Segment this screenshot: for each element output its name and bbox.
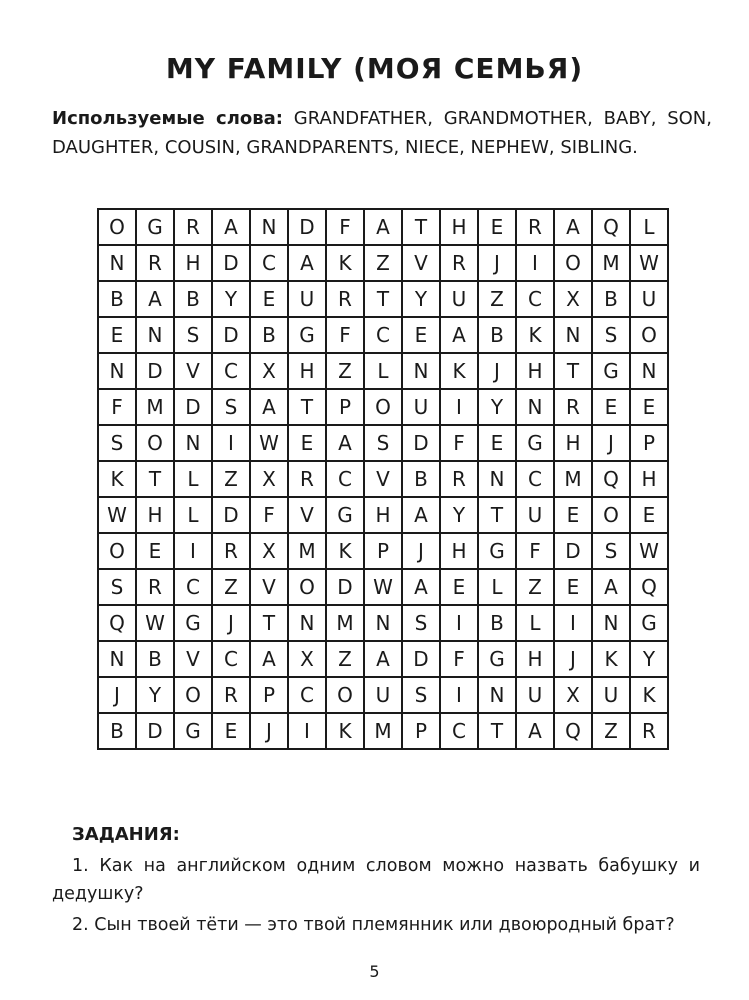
grid-row xyxy=(98,209,668,245)
grid-cell[interactable]: O xyxy=(98,209,136,245)
grid-cell[interactable]: O xyxy=(630,317,668,353)
grid-cell[interactable]: K xyxy=(592,641,630,677)
grid-cell[interactable]: V xyxy=(364,461,402,497)
grid-cell[interactable]: E xyxy=(478,209,516,245)
grid-cell[interactable]: C xyxy=(326,461,364,497)
grid-cell[interactable]: V xyxy=(402,245,440,281)
grid-cell[interactable]: G xyxy=(174,605,212,641)
grid-cell[interactable]: A xyxy=(250,389,288,425)
word-list xyxy=(52,104,712,162)
grid-cell[interactable]: S xyxy=(402,605,440,641)
grid-row xyxy=(98,497,668,533)
grid-cell[interactable]: K xyxy=(98,461,136,497)
grid-cell[interactable]: R xyxy=(136,569,174,605)
grid-cell[interactable]: X xyxy=(250,533,288,569)
grid-cell[interactable]: J xyxy=(478,245,516,281)
grid-cell[interactable]: H xyxy=(554,425,592,461)
word-list-label: Используемые слова: xyxy=(52,108,283,129)
grid-cell[interactable]: E xyxy=(98,317,136,353)
grid-cell[interactable]: H xyxy=(440,209,478,245)
grid-row xyxy=(98,317,668,353)
grid-cell[interactable]: N xyxy=(250,209,288,245)
grid-cell[interactable]: A xyxy=(364,209,402,245)
grid-cell[interactable]: W xyxy=(364,569,402,605)
grid-cell[interactable]: D xyxy=(402,425,440,461)
page-number: 5 xyxy=(369,962,380,981)
grid-cell[interactable]: P xyxy=(250,677,288,713)
grid-cell[interactable]: R xyxy=(136,245,174,281)
grid-cell[interactable]: Q xyxy=(592,209,630,245)
grid-cell[interactable]: N xyxy=(554,317,592,353)
grid-cell[interactable]: E xyxy=(250,281,288,317)
grid-row xyxy=(98,641,668,677)
grid-cell[interactable]: O xyxy=(592,497,630,533)
grid-cell[interactable]: N xyxy=(478,461,516,497)
grid-cell[interactable]: R xyxy=(440,245,478,281)
grid-cell[interactable]: S xyxy=(592,317,630,353)
grid-cell[interactable]: R xyxy=(440,461,478,497)
grid-cell[interactable]: F xyxy=(326,317,364,353)
grid-cell[interactable]: I xyxy=(516,245,554,281)
grid-cell[interactable]: H xyxy=(630,461,668,497)
grid-cell[interactable]: K xyxy=(516,317,554,353)
grid-cell[interactable]: M xyxy=(554,461,592,497)
grid-cell[interactable]: O xyxy=(554,245,592,281)
grid-cell[interactable]: E xyxy=(478,425,516,461)
grid-cell[interactable]: N xyxy=(592,605,630,641)
grid-cell[interactable]: R xyxy=(174,209,212,245)
grid-cell[interactable]: Q xyxy=(98,605,136,641)
grid-cell[interactable]: J xyxy=(212,605,250,641)
grid-cell[interactable]: B xyxy=(98,281,136,317)
grid-cell[interactable]: J xyxy=(554,641,592,677)
grid-cell[interactable]: C xyxy=(288,677,326,713)
grid-cell[interactable]: U xyxy=(516,677,554,713)
grid-cell[interactable]: C xyxy=(212,353,250,389)
grid-cell[interactable]: A xyxy=(136,281,174,317)
grid-cell[interactable]: O xyxy=(98,533,136,569)
grid-cell[interactable]: D xyxy=(136,713,174,749)
grid-cell[interactable]: G xyxy=(630,605,668,641)
grid-cell[interactable]: Q xyxy=(554,713,592,749)
grid-cell[interactable]: H xyxy=(136,497,174,533)
grid-cell[interactable]: Y xyxy=(478,389,516,425)
grid-cell[interactable]: O xyxy=(288,569,326,605)
grid-cell[interactable]: R xyxy=(554,389,592,425)
grid-cell[interactable]: L xyxy=(174,461,212,497)
grid-cell[interactable]: D xyxy=(554,533,592,569)
grid-cell[interactable]: F xyxy=(440,641,478,677)
grid-row xyxy=(98,353,668,389)
grid-cell[interactable]: F xyxy=(98,389,136,425)
grid-cell[interactable]: B xyxy=(402,461,440,497)
grid-cell[interactable]: A xyxy=(592,569,630,605)
grid-cell[interactable]: J xyxy=(592,425,630,461)
grid-cell[interactable]: I xyxy=(440,677,478,713)
grid-cell[interactable]: C xyxy=(440,713,478,749)
grid-cell[interactable]: S xyxy=(364,425,402,461)
grid-cell[interactable]: L xyxy=(478,569,516,605)
grid-cell[interactable]: W xyxy=(630,245,668,281)
grid-cell[interactable]: E xyxy=(288,425,326,461)
grid-cell[interactable]: T xyxy=(478,497,516,533)
grid-cell[interactable]: W xyxy=(98,497,136,533)
grid-cell[interactable]: H xyxy=(516,641,554,677)
grid-cell[interactable]: J xyxy=(478,353,516,389)
grid-cell[interactable]: L xyxy=(630,209,668,245)
grid-cell[interactable]: E xyxy=(554,497,592,533)
grid-cell[interactable]: D xyxy=(402,641,440,677)
grid-cell[interactable]: V xyxy=(250,569,288,605)
grid-cell[interactable]: B xyxy=(478,605,516,641)
grid-row xyxy=(98,677,668,713)
grid-cell[interactable]: V xyxy=(174,353,212,389)
grid-cell[interactable]: J xyxy=(402,533,440,569)
grid-cell[interactable]: N xyxy=(98,641,136,677)
grid-cell[interactable]: E xyxy=(630,497,668,533)
grid-cell[interactable]: S xyxy=(174,317,212,353)
grid-row xyxy=(98,389,668,425)
grid-cell[interactable]: L xyxy=(364,353,402,389)
grid-cell[interactable]: Q xyxy=(630,569,668,605)
grid-row xyxy=(98,245,668,281)
grid-cell[interactable]: K xyxy=(440,353,478,389)
grid-cell[interactable]: Q xyxy=(592,461,630,497)
grid-cell[interactable]: F xyxy=(250,497,288,533)
grid-cell[interactable]: B xyxy=(592,281,630,317)
grid-cell[interactable]: X xyxy=(250,461,288,497)
grid-row xyxy=(98,281,668,317)
grid-cell[interactable]: Z xyxy=(212,569,250,605)
grid-cell[interactable]: D xyxy=(174,389,212,425)
grid-cell[interactable]: G xyxy=(478,533,516,569)
grid-cell[interactable]: X xyxy=(554,677,592,713)
task-1: 1. Как на английском одним словом можно назвать бабушку и дедушку? xyxy=(52,856,700,904)
grid-cell[interactable]: N xyxy=(98,353,136,389)
grid-cell[interactable]: M xyxy=(592,245,630,281)
grid-cell[interactable]: B xyxy=(250,317,288,353)
grid-cell[interactable]: O xyxy=(174,677,212,713)
word-search-grid xyxy=(97,208,669,750)
grid-cell[interactable]: O xyxy=(326,677,364,713)
grid-cell[interactable]: X xyxy=(554,281,592,317)
grid-cell[interactable]: E xyxy=(402,317,440,353)
grid-cell[interactable]: X xyxy=(250,353,288,389)
grid-cell[interactable]: E xyxy=(592,389,630,425)
grid-cell[interactable]: Y xyxy=(440,497,478,533)
grid-cell[interactable]: S xyxy=(98,425,136,461)
grid-cell[interactable]: D xyxy=(212,317,250,353)
grid-row xyxy=(98,605,668,641)
grid-cell[interactable]: N xyxy=(174,425,212,461)
grid-cell[interactable]: Z xyxy=(592,713,630,749)
grid-cell[interactable]: J xyxy=(250,713,288,749)
grid-cell[interactable]: P xyxy=(402,713,440,749)
grid-cell[interactable]: A xyxy=(212,209,250,245)
grid-cell[interactable]: Y xyxy=(630,641,668,677)
grid-cell[interactable]: A xyxy=(440,317,478,353)
grid-cell[interactable]: R xyxy=(630,713,668,749)
page-title: MY FAMILY (МОЯ СЕМЬЯ) xyxy=(165,52,584,85)
grid-cell[interactable]: T xyxy=(250,605,288,641)
task-2: 2. Сын твоей тёти — это твой племянник или двоюродный брат? xyxy=(72,915,675,935)
grid-cell[interactable]: B xyxy=(478,317,516,353)
grid-cell[interactable]: C xyxy=(174,569,212,605)
grid-cell[interactable]: G xyxy=(174,713,212,749)
grid-cell[interactable]: N xyxy=(364,605,402,641)
grid-cell[interactable]: H xyxy=(288,353,326,389)
grid-cell[interactable]: T xyxy=(402,209,440,245)
grid-cell[interactable]: M xyxy=(326,605,364,641)
grid-cell[interactable]: U xyxy=(630,281,668,317)
grid-cell[interactable]: Y xyxy=(212,281,250,317)
grid-cell[interactable]: E xyxy=(212,713,250,749)
grid-cell[interactable]: N xyxy=(402,353,440,389)
grid-cell[interactable]: C xyxy=(516,281,554,317)
grid-cell[interactable]: L xyxy=(516,605,554,641)
grid-cell[interactable]: Z xyxy=(516,569,554,605)
grid-cell[interactable]: I xyxy=(212,425,250,461)
grid-cell[interactable]: W xyxy=(630,533,668,569)
grid-cell[interactable]: H xyxy=(440,533,478,569)
grid-cell[interactable]: A xyxy=(516,713,554,749)
grid-cell[interactable]: L xyxy=(174,497,212,533)
grid-cell[interactable]: V xyxy=(174,641,212,677)
grid-cell[interactable]: G xyxy=(478,641,516,677)
grid-cell[interactable]: C xyxy=(516,461,554,497)
grid-cell[interactable]: H xyxy=(174,245,212,281)
grid-cell[interactable]: A xyxy=(326,425,364,461)
grid-cell[interactable]: R xyxy=(288,461,326,497)
grid-cell[interactable]: N xyxy=(136,317,174,353)
grid-cell[interactable]: Y xyxy=(136,677,174,713)
grid-cell[interactable]: P xyxy=(630,425,668,461)
grid-cell[interactable]: U xyxy=(516,497,554,533)
grid-cell[interactable]: F xyxy=(440,425,478,461)
grid-cell[interactable]: G xyxy=(516,425,554,461)
grid-cell[interactable]: G xyxy=(326,497,364,533)
grid-cell[interactable]: K xyxy=(630,677,668,713)
grid-cell[interactable]: W xyxy=(250,425,288,461)
grid-cell[interactable]: S xyxy=(98,569,136,605)
grid-cell[interactable]: O xyxy=(364,389,402,425)
grid-row xyxy=(98,533,668,569)
grid-cell[interactable]: U xyxy=(592,677,630,713)
grid-cell[interactable]: U xyxy=(440,281,478,317)
grid-cell[interactable]: R xyxy=(212,677,250,713)
grid-cell[interactable]: E xyxy=(440,569,478,605)
grid-cell[interactable]: C xyxy=(250,245,288,281)
grid-cell[interactable]: C xyxy=(364,317,402,353)
grid-cell[interactable]: D xyxy=(326,569,364,605)
tasks-heading: ЗАДАНИЯ: xyxy=(72,824,180,845)
grid-cell[interactable]: G xyxy=(288,317,326,353)
grid-cell[interactable]: Y xyxy=(402,281,440,317)
grid-cell[interactable]: N xyxy=(288,605,326,641)
grid-cell[interactable]: R xyxy=(516,209,554,245)
grid-cell[interactable]: D xyxy=(212,245,250,281)
grid-cell[interactable]: E xyxy=(136,533,174,569)
grid-cell[interactable]: F xyxy=(326,209,364,245)
grid-cell[interactable]: G xyxy=(136,209,174,245)
grid-cell[interactable]: U xyxy=(288,281,326,317)
grid-cell[interactable]: A xyxy=(554,209,592,245)
grid-cell[interactable]: E xyxy=(554,569,592,605)
grid-cell[interactable]: I xyxy=(440,389,478,425)
grid-cell[interactable]: K xyxy=(326,245,364,281)
grid-cell[interactable]: T xyxy=(136,461,174,497)
grid-cell[interactable]: T xyxy=(364,281,402,317)
grid-cell[interactable]: I xyxy=(288,713,326,749)
grid-cell[interactable]: A xyxy=(402,569,440,605)
grid-cell[interactable]: Z xyxy=(326,353,364,389)
grid-cell[interactable]: R xyxy=(326,281,364,317)
grid-cell[interactable]: I xyxy=(554,605,592,641)
grid-cell[interactable]: X xyxy=(288,641,326,677)
grid-cell[interactable]: S xyxy=(212,389,250,425)
grid-cell[interactable]: E xyxy=(630,389,668,425)
grid-cell[interactable]: N xyxy=(630,353,668,389)
grid-cell[interactable]: Z xyxy=(326,641,364,677)
grid-cell[interactable]: A xyxy=(288,245,326,281)
grid-cell[interactable]: T xyxy=(288,389,326,425)
grid-cell[interactable]: A xyxy=(250,641,288,677)
grid-cell[interactable]: H xyxy=(516,353,554,389)
grid-row xyxy=(98,713,668,749)
grid-cell[interactable]: R xyxy=(212,533,250,569)
grid-cell[interactable]: S xyxy=(402,677,440,713)
grid-cell[interactable]: D xyxy=(136,353,174,389)
grid-cell[interactable]: D xyxy=(212,497,250,533)
grid-cell[interactable]: U xyxy=(402,389,440,425)
grid-cell[interactable]: O xyxy=(136,425,174,461)
grid-cell[interactable]: M xyxy=(288,533,326,569)
grid-cell[interactable]: G xyxy=(592,353,630,389)
grid-cell[interactable]: B xyxy=(136,641,174,677)
grid-cell[interactable]: B xyxy=(174,281,212,317)
grid-cell[interactable]: F xyxy=(516,533,554,569)
grid-row xyxy=(98,569,668,605)
grid-cell[interactable]: T xyxy=(554,353,592,389)
grid-cell[interactable]: N xyxy=(478,677,516,713)
grid-cell[interactable]: P xyxy=(364,533,402,569)
grid-cell[interactable]: N xyxy=(516,389,554,425)
grid-cell[interactable]: Z xyxy=(478,281,516,317)
grid-cell[interactable]: I xyxy=(440,605,478,641)
grid-cell[interactable]: J xyxy=(98,677,136,713)
grid-cell[interactable]: S xyxy=(592,533,630,569)
grid-cell[interactable]: Z xyxy=(212,461,250,497)
grid-cell[interactable]: B xyxy=(98,713,136,749)
word-list-items: GRANDFATHER, GRANDMOTHER, BABY, SON, DAUGHTER, COUSIN, GRANDPARENTS, NIECE, NEPHEW, SIBLING. xyxy=(52,108,712,158)
grid-row xyxy=(98,425,668,461)
grid-cell[interactable]: H xyxy=(364,497,402,533)
grid-cell[interactable]: M xyxy=(136,389,174,425)
grid-cell[interactable]: P xyxy=(326,389,364,425)
grid-cell[interactable]: K xyxy=(326,713,364,749)
grid-cell[interactable]: I xyxy=(174,533,212,569)
grid-cell[interactable]: U xyxy=(364,677,402,713)
grid-cell[interactable]: A xyxy=(364,641,402,677)
grid-cell[interactable]: W xyxy=(136,605,174,641)
grid-cell[interactable]: N xyxy=(98,245,136,281)
grid-cell[interactable]: V xyxy=(288,497,326,533)
grid-cell[interactable]: Z xyxy=(364,245,402,281)
grid-cell[interactable]: T xyxy=(478,713,516,749)
grid-row xyxy=(98,461,668,497)
grid-cell[interactable]: K xyxy=(326,533,364,569)
grid-cell[interactable]: A xyxy=(402,497,440,533)
grid-cell[interactable]: C xyxy=(212,641,250,677)
grid-cell[interactable]: D xyxy=(288,209,326,245)
grid-cell[interactable]: M xyxy=(364,713,402,749)
